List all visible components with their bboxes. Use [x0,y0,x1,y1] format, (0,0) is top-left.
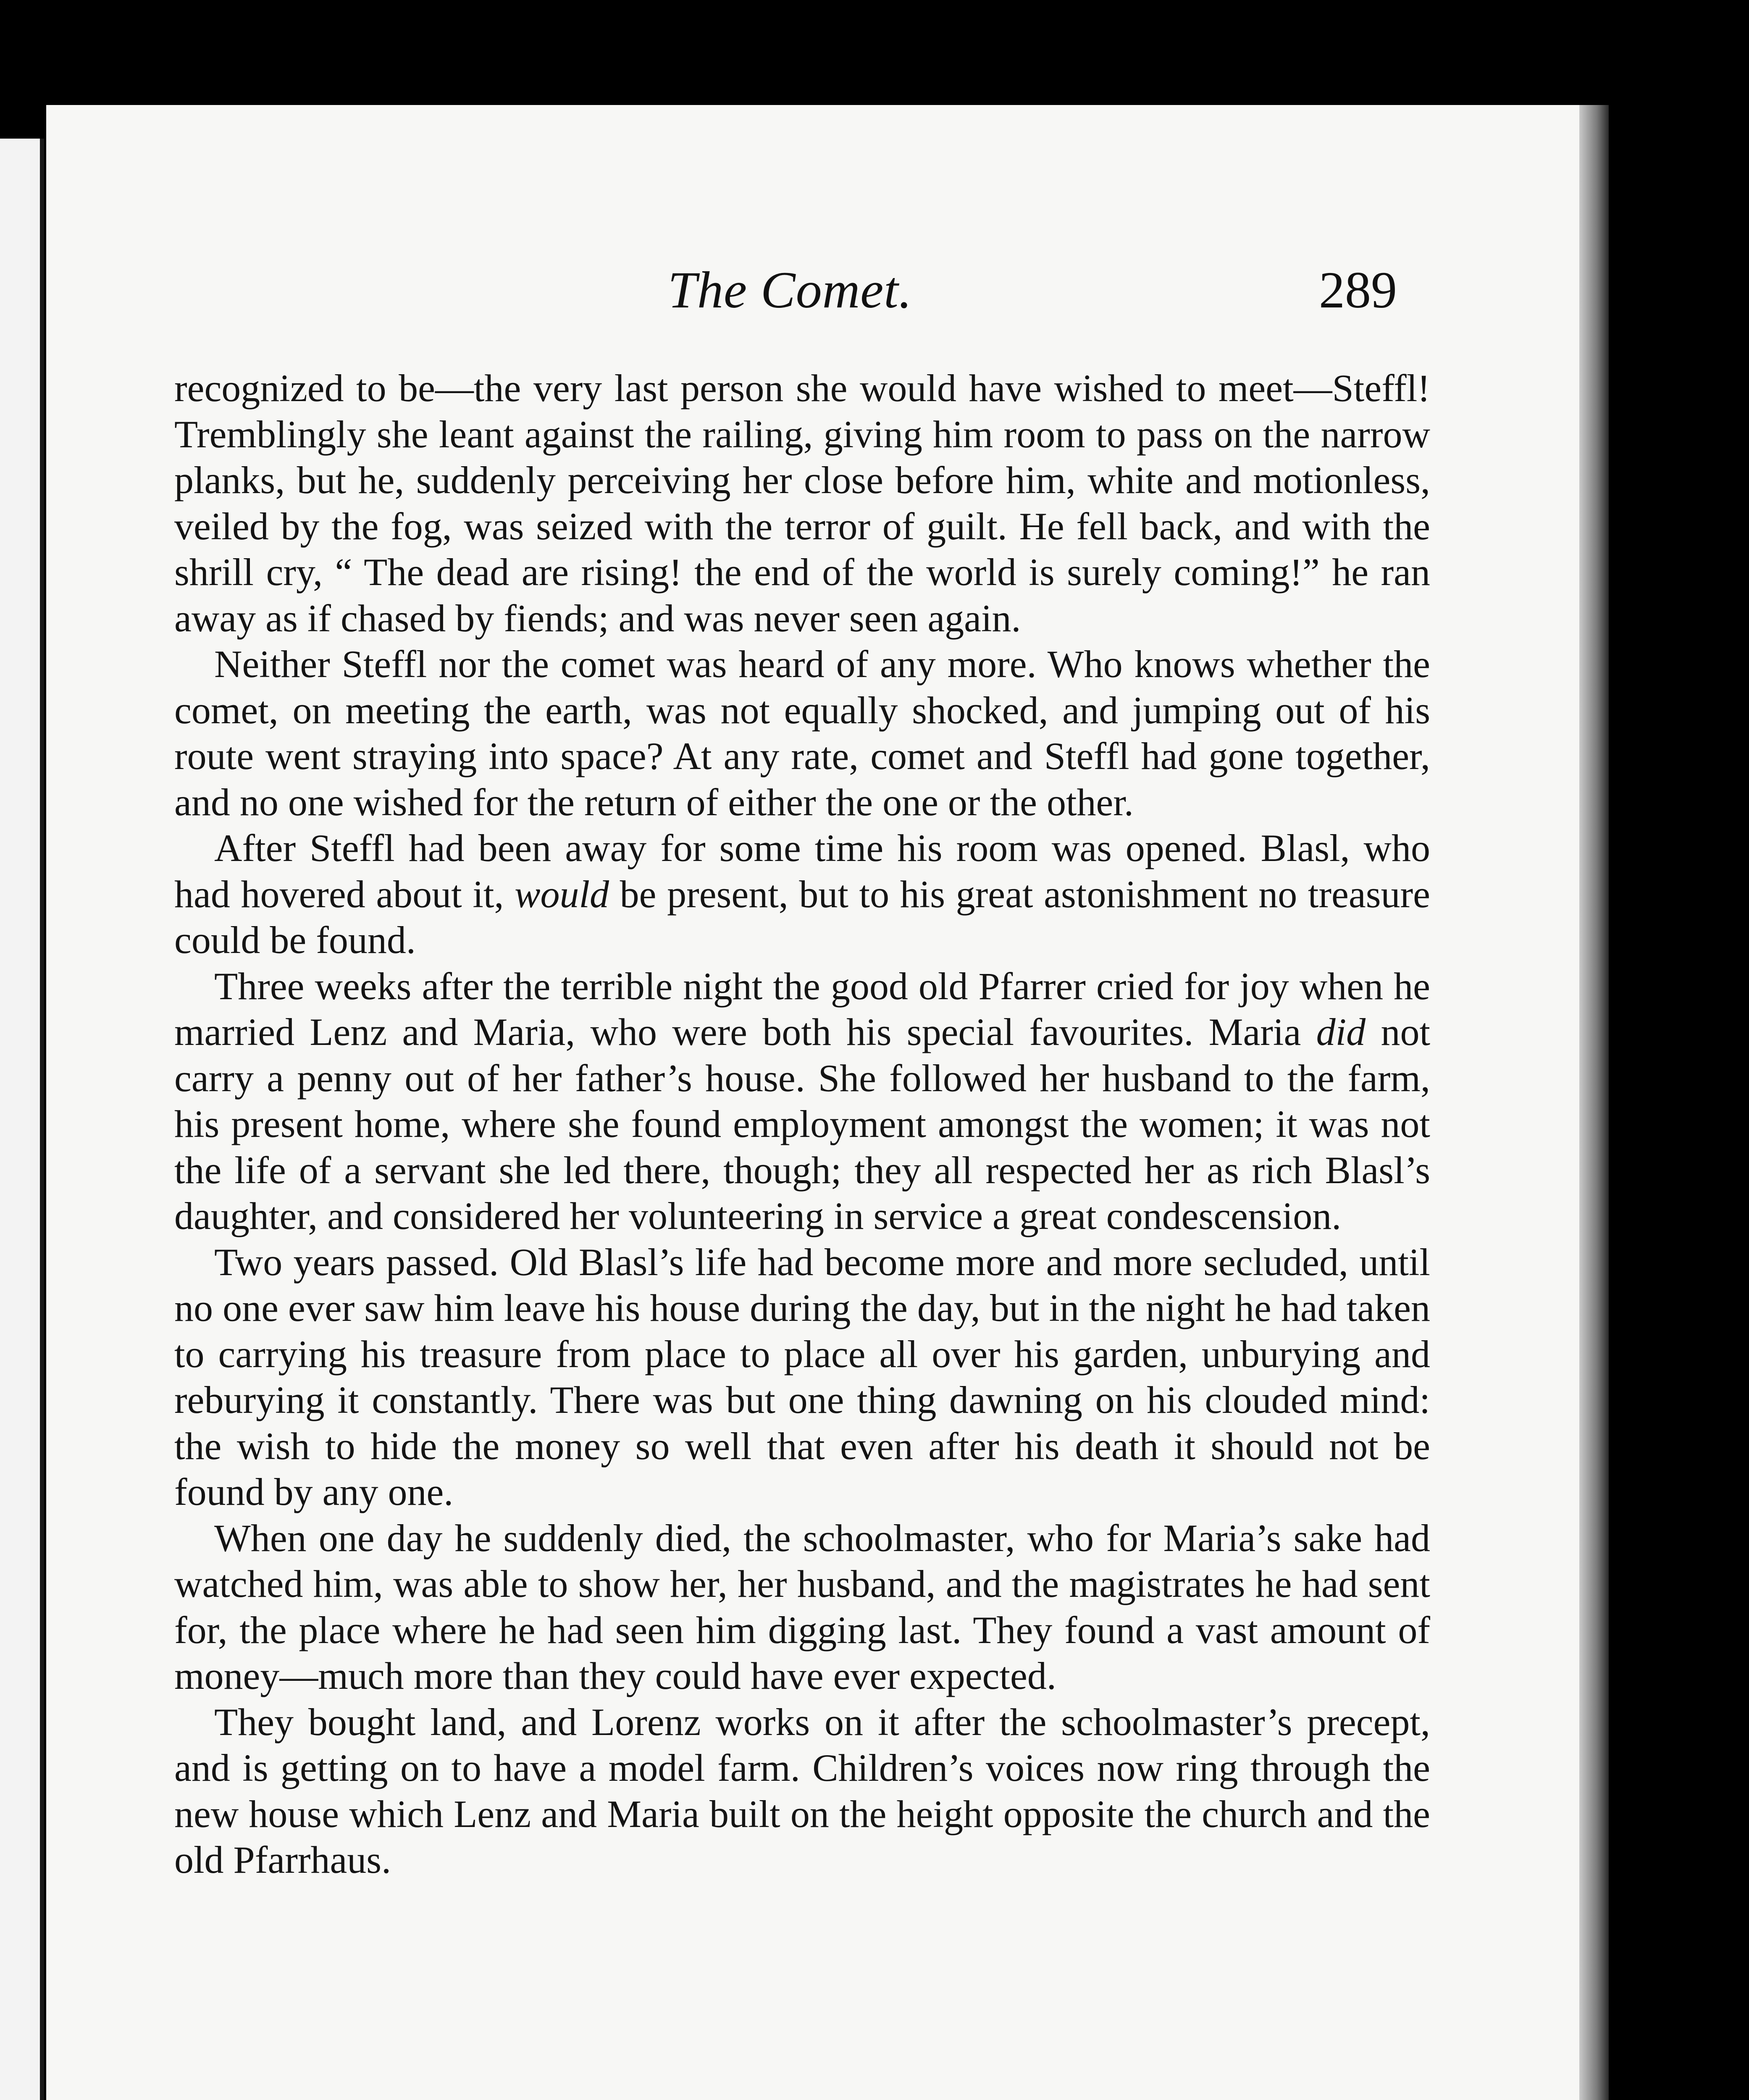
paragraph-text: be present, but to his great astonishment no treasure could be found. [174,872,1431,961]
paragraph [174,825,1430,963]
paragraph-text: not carry a penny out of her father’s house. She followed her husband to the farm, his present home, where she found employment amongst the women; it was not the life of a servant she led there, though; they all respected her as rich Blasl’s daughter, and considered her volunteering in service a great condescension. [174,1011,1430,1237]
paragraph: Two years passed. Old Blasl’s life had become more and more secluded, until no one ever saw him leave his house during the day, but in the night he had taken to carrying his treasure from place to place all over his garden, unburying and reburying it constantly. There was but one thing dawning on his clouded mind: the wish to hide the money so well that even after his death it should not be found by any one. [174,1240,1430,1513]
paragraph: recognized to be—the very last person she would have wished to meet—Steffl! Tremblingly she leant against the railing, giving him room to pass on the narrow planks, but he, suddenly perceiving her close before him, white and motionless, veiled by the fog, was seized with the terror of guilt. He fell back, and with the shrill cry, “ The dead are rising! the end of the world is surely coming!” he ran away as if chased by fiends; and was never seen again. [174,367,1430,640]
page-number: 289 [1319,261,1397,319]
paragraph [174,963,1430,1239]
emphasis-text: did [1316,1011,1366,1053]
paragraph: When one day he suddenly died, the schoolmaster, who for Maria’s sake had watched him, was able to show her, her husband, and the magistrates he had sent for, the place where he had seen him digging last. They found a vast amount of money—much more than they could have ever expected. [174,1516,1430,1697]
paragraph-text: Three weeks after the terrible night the good old Pfarrer cried for joy when he married Lenz and Maria, who were both his special favourites. Maria [174,964,1430,1053]
article-body [174,365,1430,1883]
page-edge-shadow [1579,105,1609,2100]
running-title: The Comet. [668,261,912,319]
paragraph: They bought land, and Lorenz works on it after the schoolmaster’s precept, and is getting on to have a model farm. Children’s voices now ring through the new house which Lenz and Maria built on the height opposite the church and the old Pfarrhaus. [174,1700,1430,1881]
emphasis-text: would [515,872,609,916]
paragraph: Neither Steffl nor the comet was heard of any more. Who knows whether the comet, on meeting the earth, was not equally shocked, and jumping out of his route went straying into space? At any rate, comet and Steffl had gone together, and no one wished for the return of either the one or the other. [174,643,1430,824]
paragraph-text: After Steffl had been away for some time his room was opened. Blasl, who had hovered about it, [174,827,1430,916]
running-head [46,260,1600,340]
facing-page-edge [0,139,44,2100]
book-page [46,105,1600,2100]
